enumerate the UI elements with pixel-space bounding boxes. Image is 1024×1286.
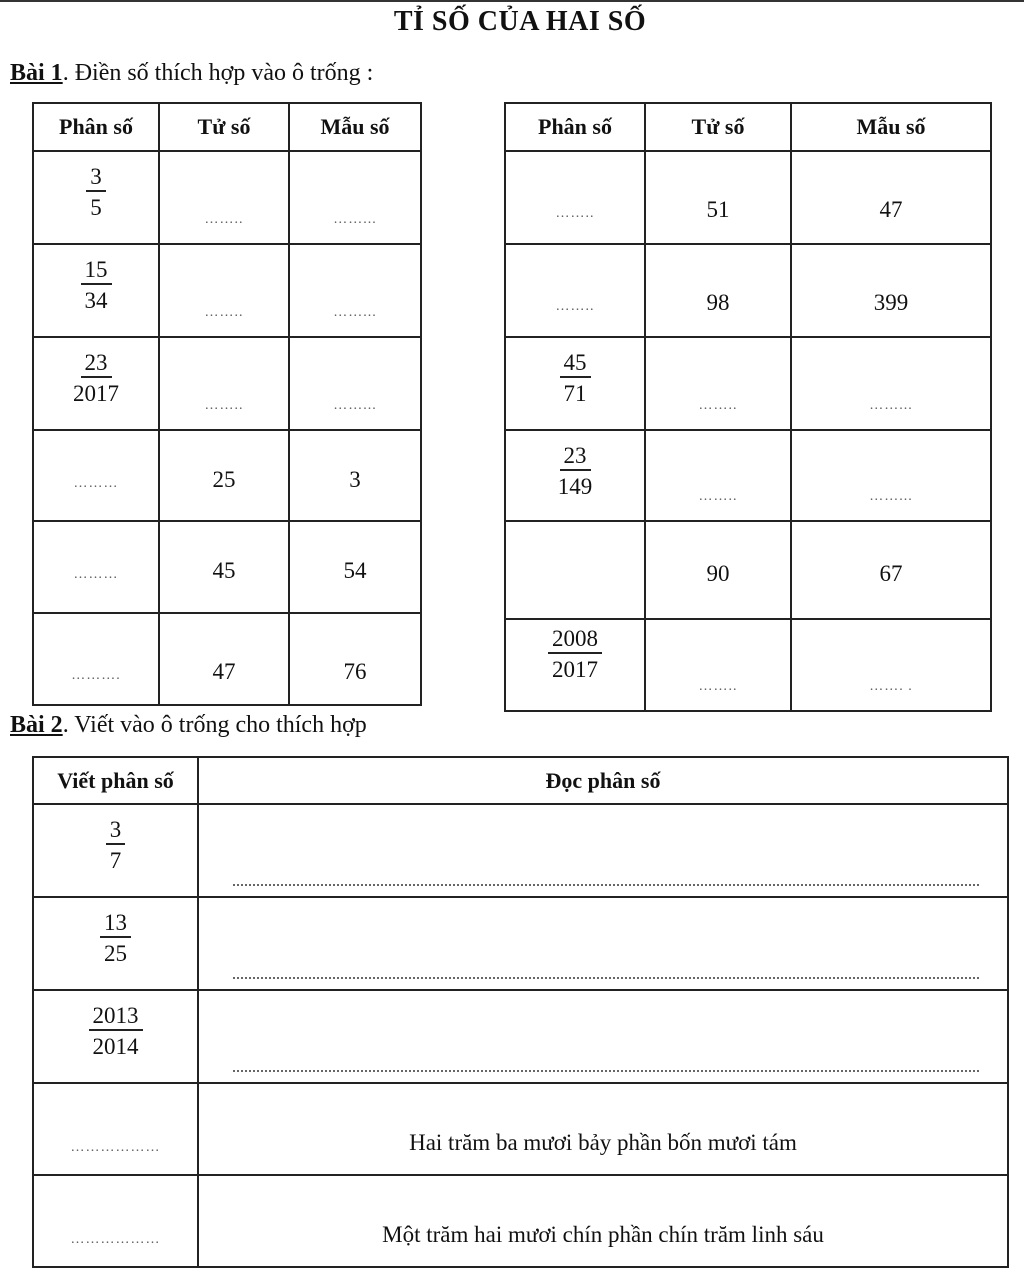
fraction-numerator: 23 xyxy=(560,444,591,471)
fraction-numerator: 13 xyxy=(100,911,131,938)
fraction-answer-blank[interactable]: …….. xyxy=(505,244,645,337)
exercise-2-table xyxy=(32,756,1009,1268)
numerator-value: 47 xyxy=(159,613,289,705)
exercise-1-heading xyxy=(10,60,373,87)
fraction-cell xyxy=(33,337,159,430)
denominator-value: 3 xyxy=(289,430,421,521)
denominator-answer-blank[interactable]: ……... xyxy=(791,337,991,430)
denominator-answer-blank[interactable]: ……... xyxy=(289,244,421,337)
numerator-answer-blank[interactable]: …….. xyxy=(159,337,289,430)
fraction-numerator: 3 xyxy=(106,818,126,845)
table-row xyxy=(33,897,1008,990)
fraction xyxy=(100,911,131,965)
numerator-value: 51 xyxy=(645,151,791,244)
fraction-reading: Một trăm hai mươi chín phần chín trăm linh sáu xyxy=(198,1175,1008,1267)
denominator-answer-blank[interactable]: ……. . xyxy=(791,619,991,711)
denominator-answer-blank[interactable]: ……... xyxy=(791,430,991,521)
numerator-answer-blank[interactable]: …….. xyxy=(645,337,791,430)
numerator-value: 98 xyxy=(645,244,791,337)
fraction-denominator: 2017 xyxy=(552,657,598,682)
exercise-2-instruction: . Viết vào ô trống cho thích hợp xyxy=(62,712,367,738)
denominator-answer-blank[interactable]: ……... xyxy=(289,337,421,430)
table-row xyxy=(505,151,991,244)
top-rule xyxy=(0,0,1024,2)
fraction-denominator: 2014 xyxy=(92,1034,139,1059)
fraction xyxy=(86,165,106,219)
numerator-answer-blank[interactable]: …….. xyxy=(159,244,289,337)
numerator-answer-blank[interactable]: …….. xyxy=(645,430,791,521)
fraction-denominator: 5 xyxy=(90,195,102,220)
fraction-reading: Hai trăm ba mươi bảy phần bốn mươi tám xyxy=(198,1083,1008,1175)
fraction xyxy=(69,351,123,405)
col-header-denominator: Mẫu số xyxy=(791,103,991,151)
fraction-answer-blank[interactable]: ……… xyxy=(33,521,159,613)
denominator-answer-blank[interactable]: ……... xyxy=(289,151,421,244)
fraction-cell xyxy=(33,151,159,244)
exercise-1-label: Bài 1 xyxy=(10,60,63,86)
table-row xyxy=(33,804,1008,897)
fraction-cell xyxy=(505,337,645,430)
page-title: TỈ SỐ CỦA HAI SỐ xyxy=(393,6,647,37)
fraction-cell xyxy=(33,244,159,337)
fraction xyxy=(89,1004,143,1058)
table-row xyxy=(33,521,421,613)
table-row xyxy=(33,337,421,430)
col-header-fraction: Phân số xyxy=(33,103,159,151)
exercise-1-right-table xyxy=(504,102,992,712)
fraction-answer-blank[interactable] xyxy=(505,521,645,619)
fraction-denominator: 34 xyxy=(84,288,108,313)
fraction-answer-blank[interactable]: ……………… xyxy=(33,1083,198,1175)
fraction-numerator: 3 xyxy=(86,165,106,192)
denominator-value: 47 xyxy=(791,151,991,244)
fraction-denominator: 71 xyxy=(563,381,587,406)
col-header-numerator: Tử số xyxy=(645,103,791,151)
table-row xyxy=(33,1083,1008,1175)
table-row xyxy=(33,430,421,521)
table-row xyxy=(33,244,421,337)
fraction-cell xyxy=(33,990,198,1083)
fraction-cell xyxy=(505,430,645,521)
numerator-answer-blank[interactable]: …….. xyxy=(645,619,791,711)
fraction xyxy=(560,351,591,405)
col-header-write-fraction: Viết phân số xyxy=(33,757,198,804)
reading-answer-line[interactable] xyxy=(198,804,1008,897)
table-row xyxy=(505,521,991,619)
table-row xyxy=(33,1175,1008,1267)
fraction-answer-blank[interactable]: …….. xyxy=(505,151,645,244)
exercise-2-label: Bài 2 xyxy=(10,712,63,738)
fraction xyxy=(81,258,112,312)
fraction-denominator: 7 xyxy=(109,848,122,873)
fraction-cell xyxy=(33,804,198,897)
exercise-1-instruction: . Điền số thích hợp vào ô trống : xyxy=(62,60,374,86)
numerator-answer-blank[interactable]: …….. xyxy=(159,151,289,244)
fraction-denominator: 149 xyxy=(557,474,593,499)
fraction-cell xyxy=(33,897,198,990)
table-row xyxy=(33,613,421,705)
col-header-read-fraction: Đọc phân số xyxy=(198,757,1008,804)
table-row xyxy=(505,619,991,711)
table-row xyxy=(33,151,421,244)
fraction xyxy=(554,444,597,498)
col-header-fraction: Phân số xyxy=(505,103,645,151)
table-row xyxy=(505,337,991,430)
fraction-numerator: 2013 xyxy=(89,1004,143,1031)
denominator-value: 67 xyxy=(791,521,991,619)
fraction-numerator: 45 xyxy=(560,351,591,378)
fraction-numerator: 2008 xyxy=(548,627,602,654)
fraction-numerator: 15 xyxy=(81,258,112,285)
reading-answer-line[interactable] xyxy=(198,897,1008,990)
numerator-value: 45 xyxy=(159,521,289,613)
table-row xyxy=(505,430,991,521)
numerator-value: 90 xyxy=(645,521,791,619)
exercise-1-left-table xyxy=(32,102,422,706)
fraction-denominator: 2017 xyxy=(73,381,119,406)
denominator-value: 399 xyxy=(791,244,991,337)
fraction-cell xyxy=(505,619,645,711)
fraction-answer-blank[interactable]: ……………… xyxy=(33,1175,198,1267)
fraction xyxy=(548,627,602,681)
exercise-2-heading xyxy=(10,712,367,739)
fraction-denominator: 25 xyxy=(104,941,127,966)
col-header-numerator: Tử số xyxy=(159,103,289,151)
denominator-value: 54 xyxy=(289,521,421,613)
numerator-value: 25 xyxy=(159,430,289,521)
denominator-value: 76 xyxy=(289,613,421,705)
fraction-numerator: 23 xyxy=(81,351,112,378)
reading-answer-line[interactable] xyxy=(198,990,1008,1083)
table-row xyxy=(505,244,991,337)
table-row xyxy=(33,990,1008,1083)
col-header-denominator: Mẫu số xyxy=(289,103,421,151)
fraction-answer-blank[interactable]: ……… xyxy=(33,430,159,521)
fraction-answer-blank[interactable]: ………. xyxy=(33,613,159,705)
fraction xyxy=(106,818,126,872)
